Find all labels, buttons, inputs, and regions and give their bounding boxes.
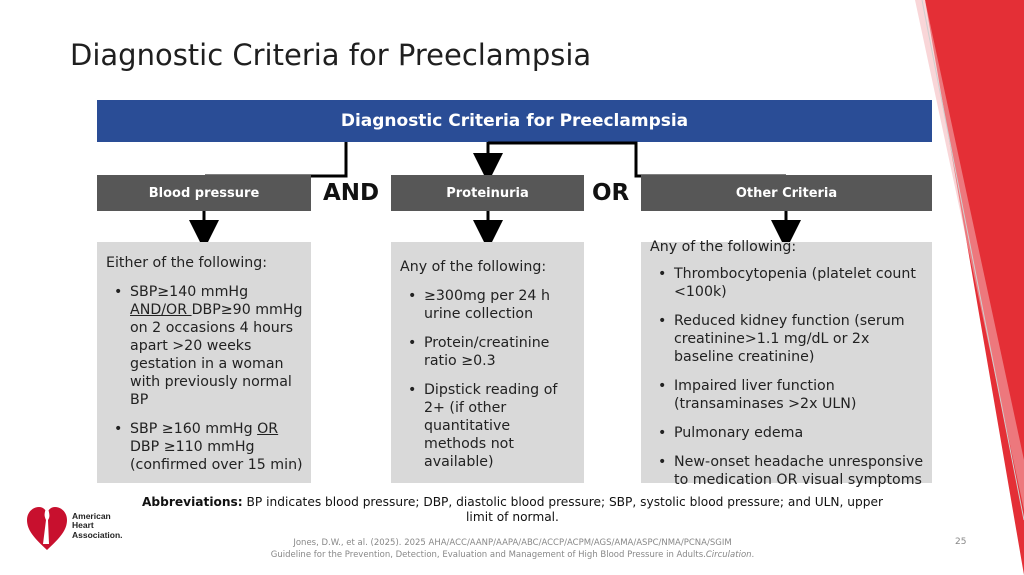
- category-other: Other Criteria: [641, 175, 932, 211]
- other-criterion: • Impaired liver function (transaminases >2x ULN): [650, 377, 924, 413]
- page-number: 25: [955, 537, 967, 547]
- criteria-banner: Diagnostic Criteria for Preeclampsia: [97, 100, 932, 142]
- other-criterion: • Pulmonary edema: [650, 424, 924, 442]
- other-criterion: • New-onset headache unresponsive to medication OR visual symptoms: [650, 453, 924, 489]
- proteinuria-lead: Any of the following:: [400, 259, 547, 275]
- other-lead: Any of the following:: [650, 239, 797, 255]
- category-proteinuria: Proteinuria: [391, 175, 584, 211]
- citation: Jones, D.W., et al. (2025). 2025 AHA/ACC/AANP/AAPA/ABC/ACCP/ACPM/AGS/AMA/ASPC/NMA/PCNA/SGIM Guideline for the Prevention, Detection, Evaluation and Management of High Blood Pressure in Adults.Circulation.: [270, 538, 755, 560]
- abbreviations-note: Abbreviations: BP indicates blood pressure; DBP, diastolic blood pressure; SBP, systolic blood pressure; and ULN, upper limit of normal.: [142, 495, 883, 524]
- connector-and: AND: [323, 180, 380, 206]
- heart-torch-icon: [26, 500, 68, 552]
- proteinuria-criterion: • ≥300mg per 24 h urine collection: [400, 287, 572, 323]
- category-blood-pressure: Blood pressure: [97, 175, 311, 211]
- bp-criterion-1: • SBP≥140 mmHg AND/OR DBP≥90 mmHg on 2 occasions 4 hours apart >20 weeks gestation in a woman with previously normal BP: [106, 283, 303, 409]
- blood-pressure-box: [97, 242, 311, 483]
- other-criteria-box: [641, 239, 932, 488]
- proteinuria-criterion: • Dipstick reading of 2+ (if other quantitative methods not available): [400, 381, 572, 471]
- proteinuria-box: [391, 242, 584, 483]
- flow-connectors: [0, 0, 1024, 260]
- arrow-to-bp: [205, 142, 346, 176]
- other-criterion: • Reduced kidney function (serum creatinine>1.1 mg/dL or 2x baseline creatinine): [650, 312, 924, 366]
- slide-title: Diagnostic Criteria for Preeclampsia: [70, 38, 592, 72]
- bp-lead: Either of the following:: [106, 255, 268, 271]
- bp-criterion-2: • SBP ≥160 mmHg OR DBP ≥110 mmHg (confirmed over 15 min): [106, 420, 303, 474]
- other-criterion: • Thrombocytopenia (platelet count <100k): [650, 265, 924, 301]
- arrow-to-other: [488, 143, 786, 176]
- connector-or: OR: [592, 180, 630, 206]
- aha-logo: American Heart Association.: [26, 500, 123, 552]
- proteinuria-criterion: • Protein/creatinine ratio ≥0.3: [400, 334, 572, 370]
